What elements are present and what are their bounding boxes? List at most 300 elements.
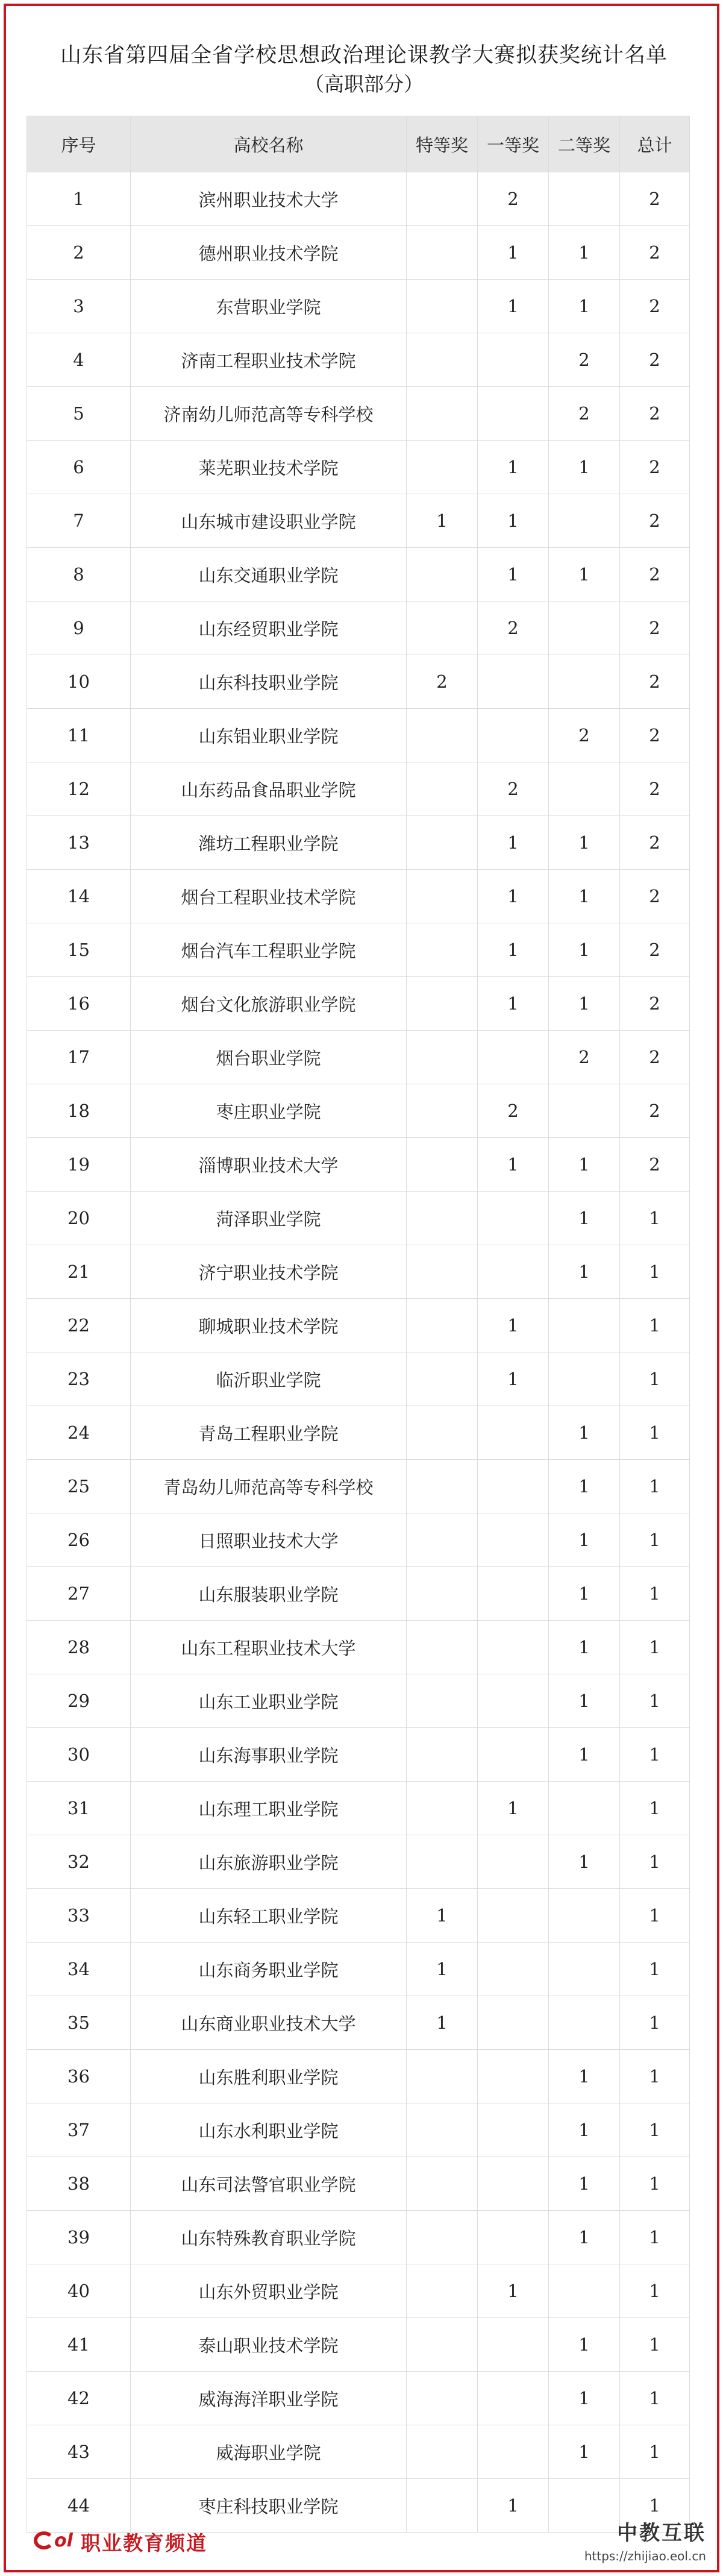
cell-special-prize [407, 1567, 478, 1621]
cell-first-prize: 1 [478, 1138, 549, 1192]
cell-no: 23 [27, 1352, 131, 1406]
cell-school-name: 潍坊工程职业学院 [131, 816, 407, 870]
cell-total: 2 [620, 816, 690, 870]
table-row [27, 1513, 690, 1567]
cell-special-prize [407, 1835, 478, 1889]
cell-first-prize: 1 [478, 1299, 549, 1352]
table-row [27, 816, 690, 870]
cell-second-prize: 2 [549, 387, 620, 441]
cell-school-name: 烟台汽车工程职业学院 [131, 923, 407, 977]
cell-no: 6 [27, 441, 131, 494]
table-row [27, 655, 690, 709]
table-row [27, 1245, 690, 1299]
cell-first-prize: 1 [478, 441, 549, 494]
cell-school-name: 济宁职业技术学院 [131, 1245, 407, 1299]
cell-first-prize [478, 333, 549, 387]
table-row [27, 1835, 690, 1889]
table-row [27, 2318, 690, 2372]
cell-no: 37 [27, 2103, 131, 2157]
cell-school-name: 烟台工程职业技术学院 [131, 870, 407, 923]
cell-second-prize: 1 [549, 1406, 620, 1460]
cell-special-prize: 2 [407, 655, 478, 709]
cell-school-name: 山东旅游职业学院 [131, 1835, 407, 1889]
cell-total: 2 [620, 172, 690, 226]
cell-second-prize: 1 [549, 1245, 620, 1299]
cell-school-name: 日照职业技术大学 [131, 1513, 407, 1567]
cell-first-prize: 1 [478, 870, 549, 923]
cell-total: 2 [620, 548, 690, 602]
cell-second-prize [549, 1889, 620, 1943]
cell-first-prize [478, 2425, 549, 2479]
table-row [27, 2050, 690, 2103]
cell-second-prize: 2 [549, 1031, 620, 1084]
cell-total: 1 [620, 2157, 690, 2211]
cell-special-prize: 1 [407, 1996, 478, 2050]
cell-first-prize: 2 [478, 1084, 549, 1138]
cell-second-prize: 1 [549, 2425, 620, 2479]
cell-second-prize: 2 [549, 709, 620, 762]
cell-special-prize [407, 709, 478, 762]
cell-no: 11 [27, 709, 131, 762]
cell-no: 30 [27, 1728, 131, 1782]
cell-second-prize [549, 602, 620, 655]
header-school: 高校名称 [131, 116, 407, 172]
cell-no: 19 [27, 1138, 131, 1192]
table-row [27, 1031, 690, 1084]
footer [4, 2508, 719, 2572]
table-body [27, 172, 690, 2533]
cell-special-prize [407, 1192, 478, 1245]
cell-school-name: 泰山职业技术学院 [131, 2318, 407, 2372]
cell-no: 15 [27, 923, 131, 977]
header-no: 序号 [27, 116, 131, 172]
cell-total: 2 [620, 494, 690, 548]
cell-school-name: 山东商务职业学院 [131, 1943, 407, 1996]
cell-second-prize: 1 [549, 1138, 620, 1192]
cell-school-name: 烟台文化旅游职业学院 [131, 977, 407, 1031]
cell-special-prize: 1 [407, 1943, 478, 1996]
cell-total: 1 [620, 2318, 690, 2372]
cell-no: 31 [27, 1782, 131, 1835]
cell-first-prize [478, 2211, 549, 2264]
cell-special-prize [407, 1460, 478, 1513]
table-row [27, 1460, 690, 1513]
table-row [27, 1996, 690, 2050]
cell-school-name: 威海职业学院 [131, 2425, 407, 2479]
cell-total: 1 [620, 2425, 690, 2479]
cell-special-prize [407, 548, 478, 602]
cell-no: 35 [27, 1996, 131, 2050]
cell-first-prize [478, 1567, 549, 1621]
cell-second-prize: 1 [549, 1835, 620, 1889]
cell-no: 41 [27, 2318, 131, 2372]
cell-first-prize [478, 2103, 549, 2157]
cell-no: 14 [27, 870, 131, 923]
table-row [27, 441, 690, 494]
table-row [27, 1299, 690, 1352]
table-row [27, 2264, 690, 2318]
cell-first-prize: 1 [478, 1352, 549, 1406]
cell-school-name: 山东药品食品职业学院 [131, 762, 407, 816]
cell-second-prize: 1 [549, 2050, 620, 2103]
cell-total: 1 [620, 1782, 690, 1835]
cell-school-name: 聊城职业技术学院 [131, 1299, 407, 1352]
eol-logo [34, 2530, 75, 2554]
cell-first-prize: 1 [478, 1782, 549, 1835]
cell-no: 42 [27, 2372, 131, 2425]
cell-special-prize [407, 977, 478, 1031]
cell-school-name: 淄博职业技术大学 [131, 1138, 407, 1192]
cell-no: 44 [27, 2479, 131, 2533]
cell-special-prize [407, 333, 478, 387]
table-row [27, 1943, 690, 1996]
cell-first-prize: 1 [478, 923, 549, 977]
cell-school-name: 枣庄职业学院 [131, 1084, 407, 1138]
cell-special-prize [407, 172, 478, 226]
cell-second-prize: 1 [549, 2157, 620, 2211]
cell-first-prize [478, 2050, 549, 2103]
table-row [27, 602, 690, 655]
cell-no: 29 [27, 1674, 131, 1728]
cell-total: 1 [620, 2211, 690, 2264]
cell-total: 1 [620, 1943, 690, 1996]
header-total: 总计 [620, 116, 690, 172]
cell-school-name: 山东轻工职业学院 [131, 1889, 407, 1943]
cell-no: 24 [27, 1406, 131, 1460]
cell-first-prize: 2 [478, 602, 549, 655]
cell-special-prize [407, 602, 478, 655]
cell-no: 33 [27, 1889, 131, 1943]
cell-second-prize [549, 1782, 620, 1835]
cell-second-prize [549, 1943, 620, 1996]
cell-no: 7 [27, 494, 131, 548]
cell-special-prize [407, 280, 478, 333]
cell-first-prize: 1 [478, 280, 549, 333]
table-row [27, 1782, 690, 1835]
cell-first-prize: 1 [478, 2479, 549, 2533]
cell-second-prize: 1 [549, 2103, 620, 2157]
cell-school-name: 莱芜职业技术学院 [131, 441, 407, 494]
cell-special-prize [407, 1299, 478, 1352]
cell-first-prize [478, 655, 549, 709]
zhongjiao-name: 中教互联 [617, 2521, 706, 2545]
cell-special-prize [407, 1782, 478, 1835]
cell-second-prize: 1 [549, 226, 620, 280]
cell-no: 21 [27, 1245, 131, 1299]
cell-total: 1 [620, 1460, 690, 1513]
cell-total: 1 [620, 2050, 690, 2103]
cell-special-prize [407, 923, 478, 977]
cell-second-prize [549, 1996, 620, 2050]
cell-total: 1 [620, 1674, 690, 1728]
cell-first-prize: 1 [478, 548, 549, 602]
cell-special-prize [407, 2103, 478, 2157]
table-row [27, 1138, 690, 1192]
cell-special-prize [407, 1084, 478, 1138]
cell-school-name: 山东铝业职业学院 [131, 709, 407, 762]
cell-special-prize [407, 2372, 478, 2425]
cell-no: 13 [27, 816, 131, 870]
cell-no: 12 [27, 762, 131, 816]
cell-special-prize [407, 2157, 478, 2211]
table-row [27, 2372, 690, 2425]
cell-special-prize [407, 762, 478, 816]
cell-school-name: 山东胜利职业学院 [131, 2050, 407, 2103]
cell-total: 1 [620, 1728, 690, 1782]
cell-second-prize: 1 [549, 1460, 620, 1513]
cell-second-prize: 1 [549, 1728, 620, 1782]
zhongjiao-brand [584, 2521, 706, 2564]
cell-second-prize: 1 [549, 2372, 620, 2425]
table-row [27, 870, 690, 923]
cell-total: 2 [620, 280, 690, 333]
cell-first-prize [478, 2372, 549, 2425]
cell-school-name: 枣庄科技职业学院 [131, 2479, 407, 2533]
cell-total: 2 [620, 333, 690, 387]
header-special-prize: 特等奖 [407, 116, 478, 172]
cell-first-prize: 1 [478, 2264, 549, 2318]
cell-total: 1 [620, 1567, 690, 1621]
awards-table [27, 116, 690, 2533]
header-second-prize: 二等奖 [549, 116, 620, 172]
cell-no: 20 [27, 1192, 131, 1245]
table-row [27, 494, 690, 548]
cell-second-prize [549, 655, 620, 709]
cell-total: 1 [620, 2264, 690, 2318]
cell-school-name: 山东水利职业学院 [131, 2103, 407, 2157]
cell-special-prize [407, 1621, 478, 1674]
cell-school-name: 山东理工职业学院 [131, 1782, 407, 1835]
cell-special-prize [407, 1352, 478, 1406]
cell-school-name: 德州职业技术学院 [131, 226, 407, 280]
cell-no: 18 [27, 1084, 131, 1138]
cell-second-prize: 1 [549, 816, 620, 870]
cell-total: 1 [620, 1835, 690, 1889]
cell-no: 34 [27, 1943, 131, 1996]
cell-second-prize [549, 762, 620, 816]
cell-first-prize [478, 1460, 549, 1513]
cell-school-name: 山东服装职业学院 [131, 1567, 407, 1621]
table-row [27, 548, 690, 602]
cell-special-prize [407, 2050, 478, 2103]
cell-special-prize [407, 1138, 478, 1192]
cell-second-prize: 1 [549, 1674, 620, 1728]
table-row [27, 977, 690, 1031]
table-row [27, 762, 690, 816]
table-row [27, 1084, 690, 1138]
cell-no: 10 [27, 655, 131, 709]
cell-no: 4 [27, 333, 131, 387]
cell-total: 1 [620, 1352, 690, 1406]
cell-second-prize [549, 172, 620, 226]
cell-total: 2 [620, 602, 690, 655]
cell-second-prize: 1 [549, 977, 620, 1031]
cell-first-prize [478, 1245, 549, 1299]
cell-school-name: 山东外贸职业学院 [131, 2264, 407, 2318]
cell-no: 27 [27, 1567, 131, 1621]
cell-second-prize: 1 [549, 548, 620, 602]
cell-total: 2 [620, 387, 690, 441]
table-row [27, 387, 690, 441]
cell-school-name: 山东城市建设职业学院 [131, 494, 407, 548]
cell-first-prize [478, 1192, 549, 1245]
cell-first-prize [478, 1513, 549, 1567]
cell-school-name: 山东司法警官职业学院 [131, 2157, 407, 2211]
cell-special-prize [407, 1406, 478, 1460]
cell-school-name: 山东工程职业技术大学 [131, 1621, 407, 1674]
cell-no: 16 [27, 977, 131, 1031]
cell-school-name: 菏泽职业学院 [131, 1192, 407, 1245]
header-first-prize: 一等奖 [478, 116, 549, 172]
cell-special-prize [407, 1031, 478, 1084]
cell-first-prize [478, 1728, 549, 1782]
cell-no: 39 [27, 2211, 131, 2264]
cell-first-prize: 1 [478, 816, 549, 870]
page-title: 山东省第四届全省学校思想政治理论课教学大赛拟获奖统计名单 [60, 43, 668, 68]
cell-special-prize [407, 2318, 478, 2372]
cell-no: 40 [27, 2264, 131, 2318]
cell-special-prize [407, 1674, 478, 1728]
table-header-row [27, 116, 690, 172]
cell-total: 1 [620, 1245, 690, 1299]
cell-special-prize: 1 [407, 494, 478, 548]
table-row [27, 1728, 690, 1782]
cell-no: 36 [27, 2050, 131, 2103]
cell-second-prize: 1 [549, 1513, 620, 1567]
table-row [27, 1889, 690, 1943]
cell-first-prize [478, 1031, 549, 1084]
cell-first-prize [478, 1406, 549, 1460]
cell-total: 1 [620, 1192, 690, 1245]
cell-special-prize [407, 2211, 478, 2264]
cell-total: 2 [620, 762, 690, 816]
cell-school-name: 山东商业职业技术大学 [131, 1996, 407, 2050]
cell-no: 26 [27, 1513, 131, 1567]
cell-school-name: 威海海洋职业学院 [131, 2372, 407, 2425]
cell-special-prize [407, 1245, 478, 1299]
table-row [27, 923, 690, 977]
cell-no: 28 [27, 1621, 131, 1674]
cell-first-prize [478, 1621, 549, 1674]
cell-school-name: 滨州职业技术大学 [131, 172, 407, 226]
cell-total: 1 [620, 1889, 690, 1943]
cell-school-name: 烟台职业学院 [131, 1031, 407, 1084]
cell-second-prize: 1 [549, 280, 620, 333]
cell-first-prize [478, 1835, 549, 1889]
cell-no: 9 [27, 602, 131, 655]
table-row [27, 2425, 690, 2479]
cell-total: 1 [620, 1621, 690, 1674]
cell-second-prize: 1 [549, 2211, 620, 2264]
table-row [27, 1192, 690, 1245]
cell-no: 17 [27, 1031, 131, 1084]
cell-total: 1 [620, 2372, 690, 2425]
cell-total: 2 [620, 1138, 690, 1192]
cell-school-name: 济南幼儿师范高等专科学校 [131, 387, 407, 441]
cell-first-prize [478, 1889, 549, 1943]
cell-second-prize: 1 [549, 870, 620, 923]
cell-special-prize [407, 441, 478, 494]
cell-school-name: 山东经贸职业学院 [131, 602, 407, 655]
cell-first-prize: 2 [478, 762, 549, 816]
cell-second-prize: 1 [549, 2318, 620, 2372]
cell-second-prize: 1 [549, 923, 620, 977]
cell-first-prize [478, 2157, 549, 2211]
cell-total: 1 [620, 1513, 690, 1567]
table-row [27, 172, 690, 226]
table-row [27, 1567, 690, 1621]
cell-second-prize: 1 [549, 441, 620, 494]
cell-school-name: 山东特殊教育职业学院 [131, 2211, 407, 2264]
cell-total: 1 [620, 2103, 690, 2157]
eol-brand [34, 2528, 207, 2556]
cell-total: 2 [620, 923, 690, 977]
cell-no: 22 [27, 1299, 131, 1352]
cell-first-prize [478, 709, 549, 762]
cell-total: 1 [620, 1299, 690, 1352]
cell-school-name: 济南工程职业技术学院 [131, 333, 407, 387]
cell-total: 2 [620, 226, 690, 280]
cell-total: 1 [620, 2479, 690, 2533]
cell-total: 2 [620, 870, 690, 923]
cell-first-prize: 1 [478, 494, 549, 548]
cell-school-name: 山东交通职业学院 [131, 548, 407, 602]
cell-first-prize [478, 1674, 549, 1728]
cell-second-prize: 2 [549, 333, 620, 387]
table-row [27, 1674, 690, 1728]
cell-school-name: 山东科技职业学院 [131, 655, 407, 709]
cell-school-name: 青岛幼儿师范高等专科学校 [131, 1460, 407, 1513]
cell-second-prize: 1 [549, 1567, 620, 1621]
cell-special-prize [407, 1728, 478, 1782]
cell-no: 1 [27, 172, 131, 226]
cell-total: 2 [620, 441, 690, 494]
cell-school-name: 青岛工程职业学院 [131, 1406, 407, 1460]
cell-total: 2 [620, 1031, 690, 1084]
cell-first-prize: 1 [478, 977, 549, 1031]
table-row [27, 280, 690, 333]
cell-special-prize: 1 [407, 1889, 478, 1943]
cell-second-prize [549, 1084, 620, 1138]
cell-special-prize [407, 226, 478, 280]
cell-school-name: 山东海事职业学院 [131, 1728, 407, 1782]
cell-second-prize: 1 [549, 1621, 620, 1674]
site-url: https://zhijiao.eol.cn [584, 2549, 706, 2563]
cell-no: 25 [27, 1460, 131, 1513]
cell-no: 43 [27, 2425, 131, 2479]
table-row [27, 226, 690, 280]
table-row [27, 1406, 690, 1460]
table-row [27, 2157, 690, 2211]
table-row [27, 709, 690, 762]
page-subtitle: （高职部分） [304, 72, 424, 96]
cell-total: 2 [620, 1084, 690, 1138]
cell-total: 2 [620, 709, 690, 762]
cell-first-prize [478, 387, 549, 441]
eol-logo-e-shape [34, 2531, 54, 2549]
cell-first-prize [478, 2318, 549, 2372]
cell-no: 5 [27, 387, 131, 441]
cell-school-name: 临沂职业学院 [131, 1352, 407, 1406]
cell-no: 32 [27, 1835, 131, 1889]
cell-school-name: 东营职业学院 [131, 280, 407, 333]
cell-total: 2 [620, 977, 690, 1031]
cell-no: 3 [27, 280, 131, 333]
cell-second-prize [549, 2264, 620, 2318]
cell-special-prize [407, 2425, 478, 2479]
cell-no: 38 [27, 2157, 131, 2211]
cell-special-prize [407, 870, 478, 923]
